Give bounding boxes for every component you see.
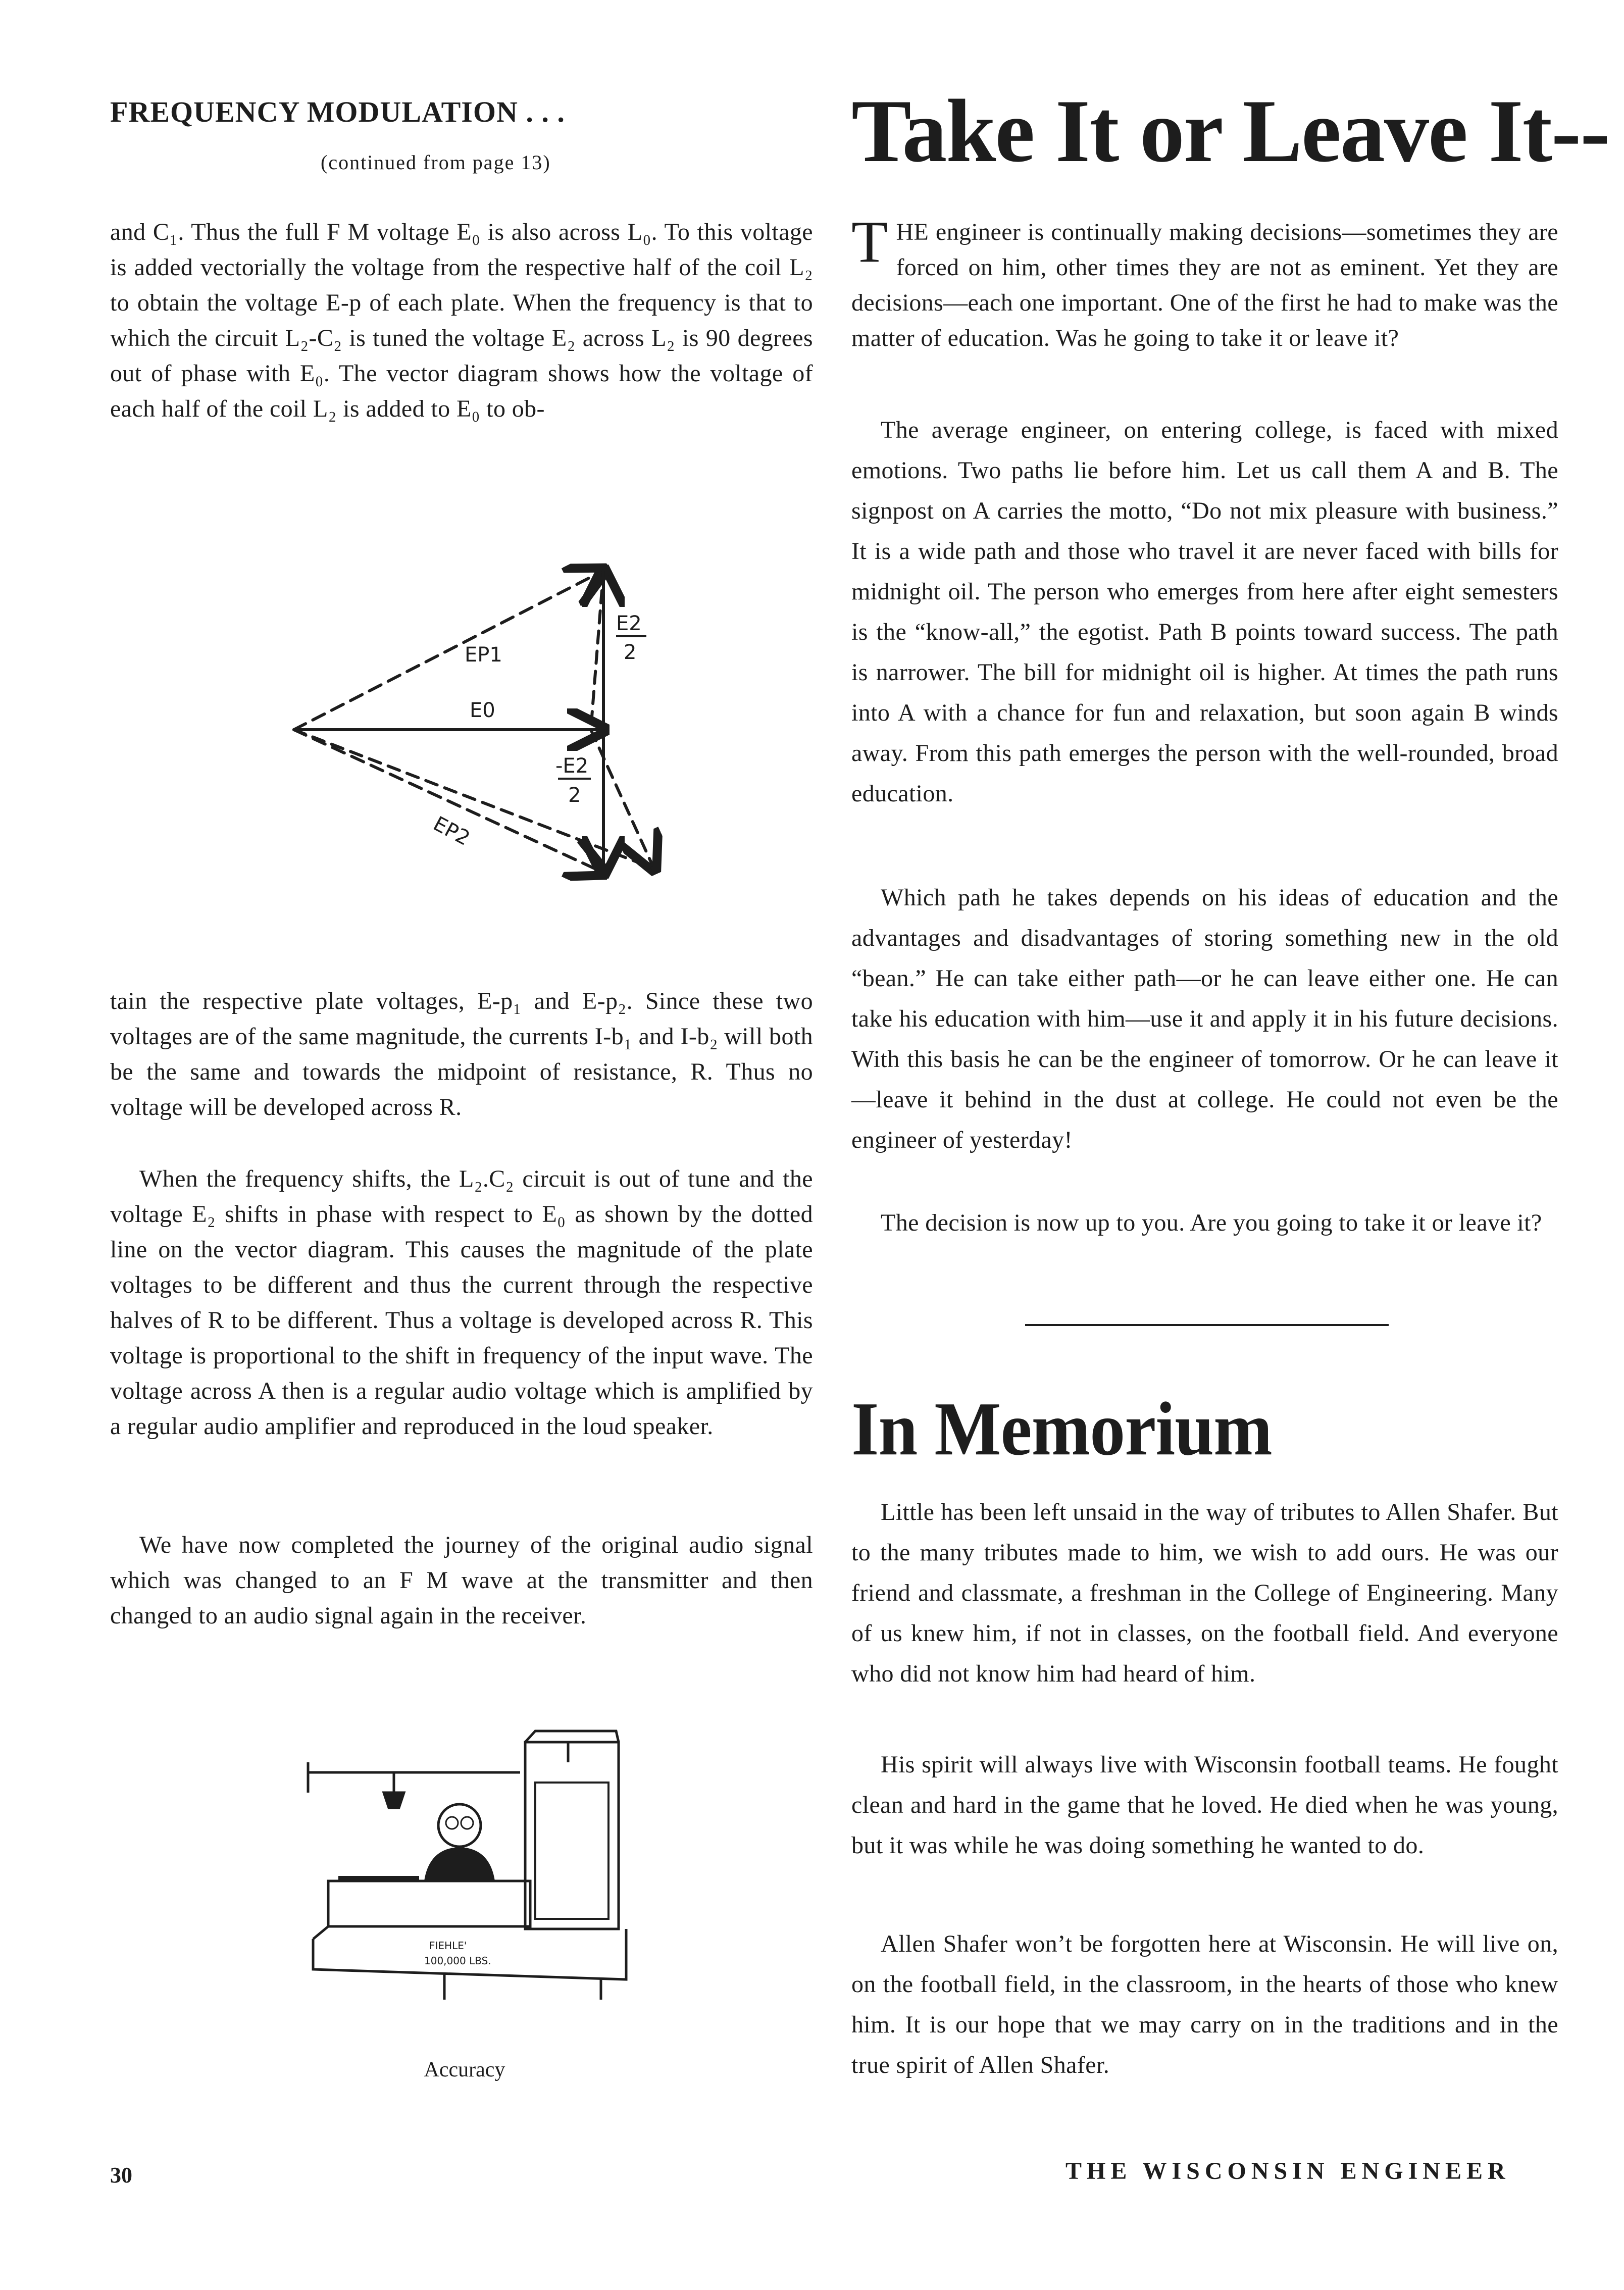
scale-text-1: FIEHLE' [429,1940,467,1952]
label-e0: E0 [470,699,495,722]
shifted-e2-up [591,571,603,730]
label-ep2: EP2 [429,812,474,850]
label-e2-den: 2 [624,641,637,664]
cartoon-scale-illustration [293,1727,656,2010]
fm-paragraph-2: tain the respective plate voltages, E-p₁ and E-p₂. Since these two voltages are of the same magnitude, the currents I-b₁ and I-b₂ will both be the same and towards the midpoint of resistance, R. Thus no voltage will be developed across R. [110,988,813,1121]
vector-diagram [283,555,687,889]
fm-paragraph-1: and C₁. Thus the full F M voltage E₀ is also across L₀. To this voltage is added vectorially the voltage from the respective half of the coil L₂ to obtain the voltage E-p of each plate. When the frequency is that to which the circuit L₂-C₂ is tuned the voltage E₂ across L₂ is 90 degrees out of phase with E₀. The vector diagram shows how the voltage of each half of the coil L₂ is added to E₀ to ob- [110,219,813,422]
label-neg-e2-num: -E2 [555,754,589,778]
take-it-paragraph-1 [851,209,1558,356]
fm-paragraph-3: When the frequency shifts, the L₂.C₂ circuit is out of tune and the voltage E₂ shifts in phase with respect to E₀ as shown by the dotted line on the vector diagram. This causes the magnitude of the plate voltages to be different and thus the current through the respective halves of R to be different. Thus a voltage is developed across R. This voltage is proportional to the shift in frequency of the input wave. The voltage across A then is a regular audio voltage which is amplified by a regular audio amplifier and reproduced in the loud speaker. [110,1165,813,1440]
vector-ep2 [294,730,603,873]
scale-text-2: 100,000 LBS. [424,1955,491,1967]
label-e2-num: E2 [616,612,642,635]
memorium-paragraph-3: Allen Shafer won’t be forgotten here at Wisconsin. He will live on, on the football field, in the classroom, in the hearts of those who knew him. It is our hope that we may carry on in the traditions and in the true spirit of Allen Shafer. [851,1930,1558,2078]
fm-paragraph-4: We have now completed the journey of the original audio signal which was changed to an F M wave at the transmitter and then changed to an audio signal again in the receiver. [110,1532,813,1629]
magazine-name: THE WISCONSIN ENGINEER [1065,2158,1510,2184]
vector-ep1 [294,571,603,730]
memorium-paragraph-2: His spirit will always live with Wisconsin football teams. He fought clean and hard in the game that he loved. He died when he was young, but it was while he was doing something he wanted to do. [851,1751,1558,1859]
take-it-paragraph-4: The decision is now up to you. Are you going to take it or leave it? [881,1209,1542,1236]
label-ep1: EP1 [465,643,502,667]
cartoon-caption: Accuracy [424,2058,505,2081]
article-heading-frequency-modulation: FREQUENCY MODULATION . . . [110,95,565,128]
page-number: 30 [110,2163,132,2187]
article-title-take-it-or-leave-it: Take It or Leave It-- [851,81,1609,181]
label-neg-e2-den: 2 [568,784,581,807]
section-divider [1025,1324,1389,1326]
memorium-title: In Memorium [851,1387,1272,1471]
take-it-paragraph-3: Which path he takes depends on his ideas of education and the advantages and disadvantages of storing something new in the old “bean.” He can take either path—or he can leave either one. He can take his education with him—use it and apply it in his future decisions. With this basis he can be the engineer of tomorrow. Or he can leave it—leave it behind in the dust at college. He could not even be the engineer of yesterday! [851,884,1558,1153]
cartoon-figure [338,1804,495,1881]
take-it-paragraph-1-text: HE engineer is continually making decisions—sometimes they are forced on him, other times they are not as eminent. Yet they are decisions—each one important. One of the first he had to make was the matter of education. Was he going to take it or leave it? [851,219,1558,351]
take-it-paragraph-2: The average engineer, on entering college, is faced with mixed emotions. Two paths lie before him. Let us call them A and B. The signpost on A carries the motto, “Do not mix pleasure with business.” It is a wide path and those who travel it are never faced with bills for midnight oil. The person who emerges from here after eight semesters is the “know-all,” the egotist. Path B points toward success. The path is narrower. The bill for midnight oil is higher. At times the path runs into A with a chance for fun and relaxation, but soon again B winds away. From this path emerges the person with the well-rounded, broad education. [851,417,1558,807]
memorium-paragraph-1: Little has been left unsaid in the way of tributes to Allen Shafer. But to the many tributes made to him, we wish to add ours. He was our friend and classmate, a freshman in the College of Engineering. Many of us knew him, if not in classes, on the football field. And everyone who did not know him had heard of him. [851,1499,1558,1687]
drop-cap: T [851,209,888,275]
continued-note: (continued from page 13) [321,151,551,174]
